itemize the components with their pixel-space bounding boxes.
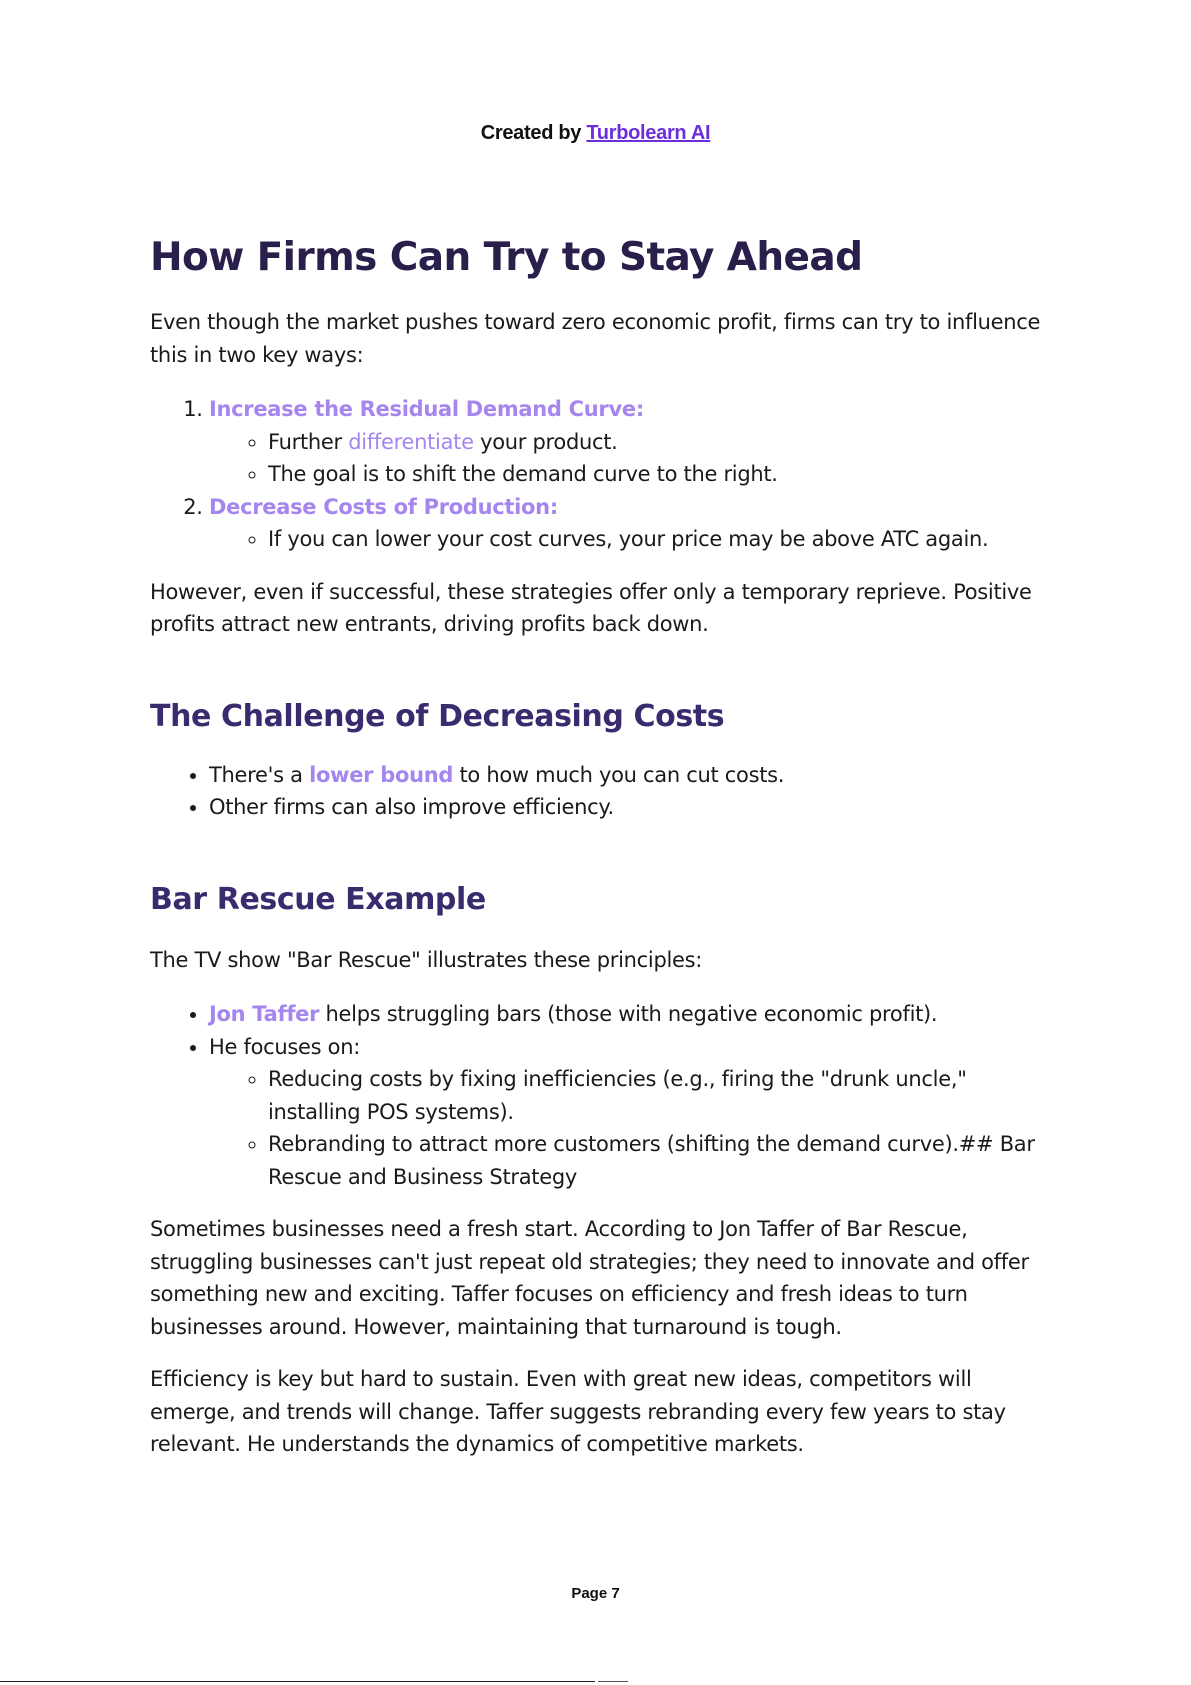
strategy-list	[150, 393, 1060, 556]
list-item: • There's a lower bound to how much you can cut costs.	[209, 759, 1060, 792]
page-header	[0, 122, 1191, 145]
section-title-decreasing-costs: The Challenge of Decreasing Costs	[150, 698, 725, 734]
section-title-stay-ahead: How Firms Can Try to Stay Ahead	[150, 235, 863, 280]
list-item	[209, 393, 1060, 491]
section-title-bar-rescue: Bar Rescue Example	[150, 881, 486, 917]
list-item: ◦ Reducing costs by fixing inefficiencies (e.g., firing the "drunk uncle," installing POS systems).	[268, 1063, 1060, 1128]
list-item: • He focuses on: ◦ Reducing costs by fixing inefficiencies (e.g., firing the "drunk uncle," installing POS systems). ◦ Rebranding to attract more customers (shifting the demand curve).## Bar Rescue and Business Strategy	[209, 1031, 1060, 1194]
highlight-term: Jon Taffer	[209, 1002, 320, 1026]
list-item: ◦ Further differentiate your product.	[268, 426, 1060, 459]
bottom-divider	[0, 1681, 595, 1682]
list-item: ◦ The goal is to shift the demand curve to the right.	[268, 458, 1060, 491]
highlight-term: lower bound	[309, 762, 454, 787]
bar-rescue-paragraph-2: Efficiency is key but hard to sustain. Even with great new ideas, competitors will emerge, and trends will change. Taffer suggests rebranding every few years to stay relevant. He understands the dynamics of competitive markets.	[150, 1367, 1006, 1456]
brand-link[interactable]: Turbolearn AI	[586, 122, 711, 144]
created-by-label: Created by	[480, 122, 582, 144]
strategy-label: Decrease Costs of Production:	[209, 494, 558, 519]
list-item	[209, 491, 1060, 556]
intro-paragraph: Even though the market pushes toward zero economic profit, firms can try to influence this in two key ways:	[150, 310, 1041, 367]
sub-list	[209, 523, 1060, 556]
bottom-divider-stub	[598, 1681, 628, 1682]
sub-list	[209, 426, 1060, 491]
list-item: • Jon Taffer helps struggling bars (those with negative economic profit).	[209, 998, 1060, 1031]
bar-rescue-paragraph-1: Sometimes businesses need a fresh start. According to Jon Taffer of Bar Rescue, struggling businesses can't just repeat old strategies; they need to innovate and offer something new and exciting. Taffer focuses on efficiency and fresh ideas to turn businesses around. However, maintaining that turnaround is tough.	[150, 1217, 1029, 1339]
highlight-term: differentiate	[348, 429, 474, 454]
bar-rescue-bullet-list	[150, 998, 1060, 1193]
list-item: ◦ Rebranding to attract more customers (shifting the demand curve).## Bar Rescue and Business Strategy	[268, 1128, 1060, 1193]
outro-paragraph: However, even if successful, these strategies offer only a temporary reprieve. Positive profits attract new entrants, driving profits back down.	[150, 579, 1032, 636]
sub-list	[209, 1063, 1060, 1193]
costs-bullet-list	[150, 759, 1060, 824]
strategy-label: Increase the Residual Demand Curve:	[209, 397, 644, 421]
document-body	[150, 232, 1060, 1461]
bar-rescue-intro: The TV show "Bar Rescue" illustrates these principles:	[150, 947, 703, 972]
list-item: ◦ If you can lower your cost curves, your price may be above ATC again.	[268, 523, 1060, 556]
list-item: • Other firms can also improve efficiency.	[209, 791, 1060, 824]
page-number: Page 7	[571, 1585, 620, 1602]
